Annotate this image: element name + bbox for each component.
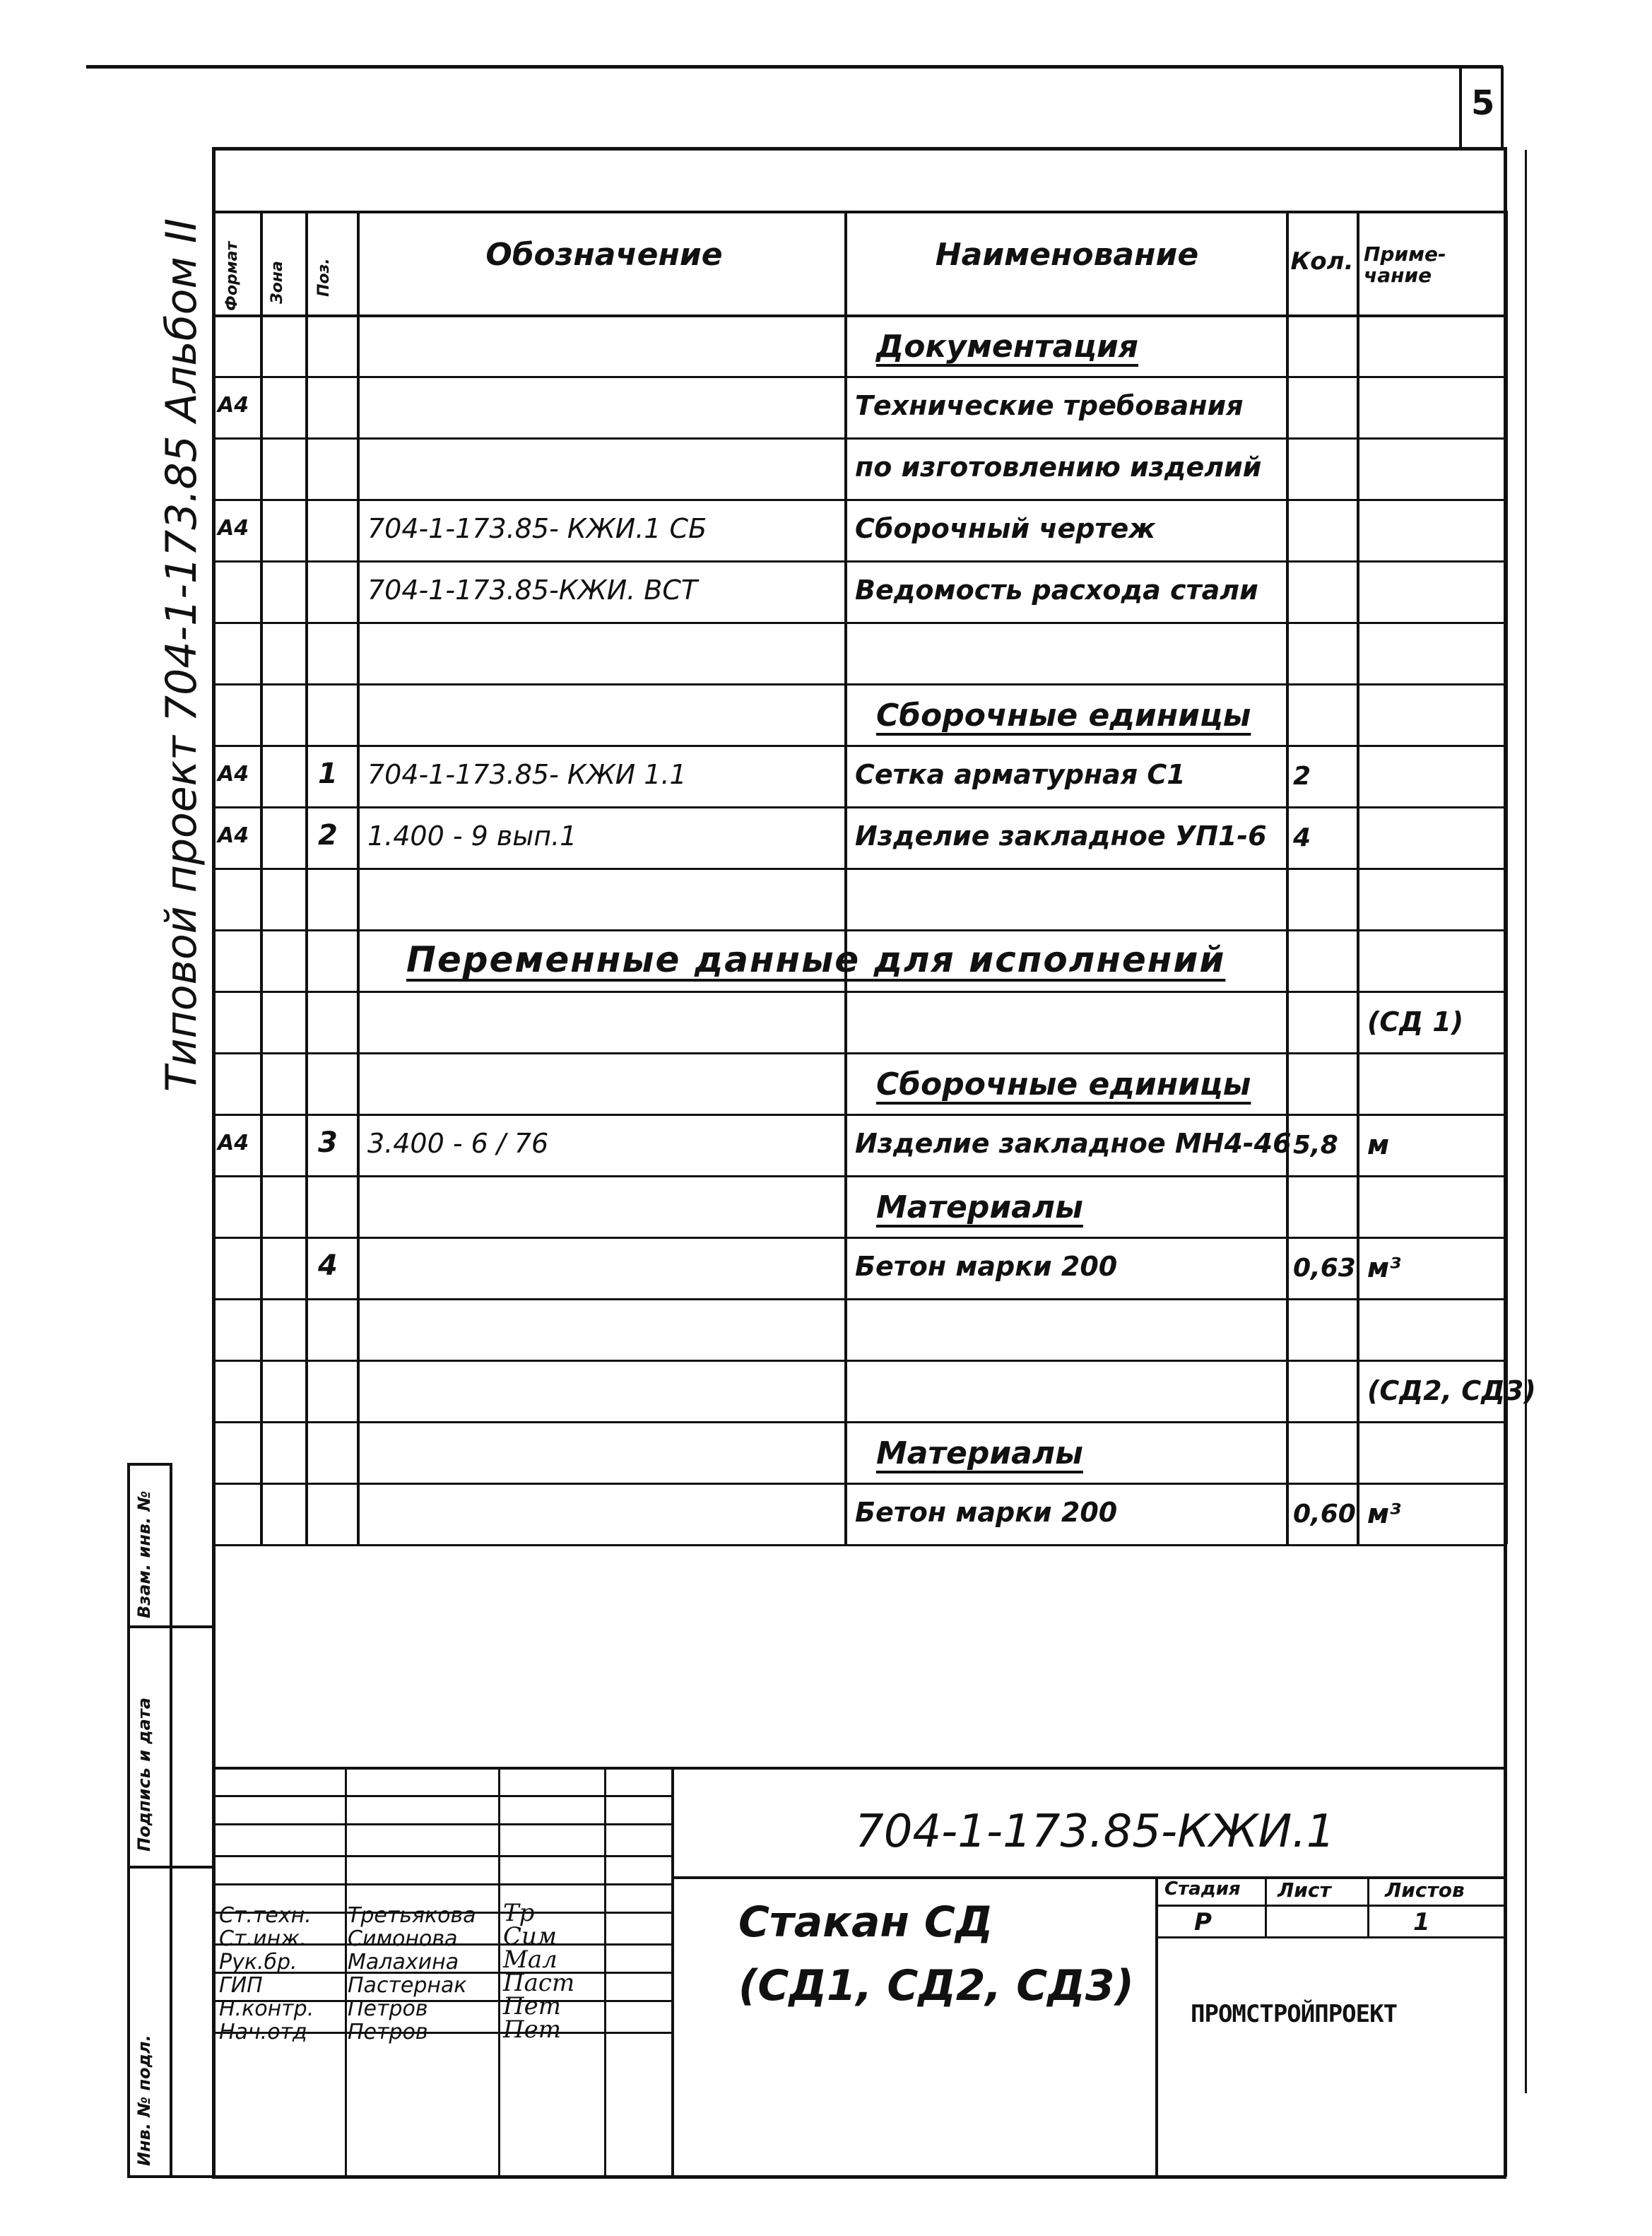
side-stamp-top [127, 1463, 172, 1466]
row-designation: 704-1-173.85- КЖИ.1 СБ [367, 513, 707, 544]
tb-row-line [212, 1883, 671, 1885]
tb-code-line [671, 1876, 1505, 1879]
row-line [212, 560, 1505, 563]
signature: Пет [503, 2016, 562, 2044]
row-name: Сетка арматурная С1 [855, 759, 1186, 790]
row-line [212, 1421, 1505, 1423]
tb-row-line [212, 1823, 671, 1825]
row-line [212, 1052, 1505, 1054]
tb-col-name [498, 1767, 500, 2177]
row-format: А4 [218, 1131, 249, 1155]
row-name: Бетон марки 200 [855, 1497, 1118, 1528]
section-heading: Сборочные единицы [876, 698, 1251, 734]
stage-value: Р [1194, 1908, 1212, 1936]
row-line [212, 622, 1505, 624]
row-pos: 4 [318, 1249, 338, 1282]
row-line [212, 1237, 1505, 1239]
section-heading: Материалы [876, 1189, 1083, 1225]
header-note: Приме-чание [1364, 242, 1446, 287]
row-line [212, 1544, 1505, 1546]
tb-person: Симонова [348, 1926, 458, 1951]
row-name: по изготовлению изделий [855, 452, 1262, 483]
column-line [1286, 211, 1289, 1544]
row-qty: 4 [1293, 823, 1311, 852]
row-note: (СД 1) [1367, 1006, 1464, 1037]
row-line [212, 683, 1505, 685]
signature: Пет [503, 1992, 562, 2020]
signature: Мал [503, 1946, 557, 1974]
tb-row-line [212, 1855, 671, 1857]
tb-top [212, 1767, 1505, 1770]
header-qty: Кол. [1290, 247, 1354, 276]
header-format: Формат [223, 241, 241, 311]
row-line [212, 1360, 1505, 1362]
tb-col-sign [604, 1767, 606, 2177]
tb-role: Ст.инж. [219, 1926, 307, 1951]
row-qty: 2 [1293, 762, 1311, 791]
header-designation: Обозначение [485, 237, 723, 273]
header-pos: Поз. [315, 258, 333, 297]
side-stamp-div1 [127, 1625, 215, 1628]
column-line [1357, 211, 1359, 1544]
row-name: Ведомость расхода стали [855, 575, 1258, 606]
header-bottom-line [212, 314, 1505, 317]
doc-code: 704-1-173.85-КЖИ.1 [855, 1806, 1335, 1858]
row-line [212, 1298, 1505, 1300]
signature: Сим [503, 1922, 557, 1950]
row-note: (СД2, СД3) [1367, 1375, 1536, 1406]
row-line [212, 868, 1505, 870]
tb-col-date [671, 1767, 674, 2177]
signature: Тр [503, 1899, 535, 1927]
row-note: м³ [1367, 1498, 1401, 1529]
side-stamp-div2 [127, 1866, 215, 1869]
sheet-label: Лист [1278, 1878, 1331, 1902]
row-name: Сборочный чертеж [855, 513, 1156, 544]
row-line [212, 929, 1505, 931]
signature: Паст [503, 1969, 575, 1997]
row-format: А4 [218, 823, 249, 848]
section-heading: Документация [876, 329, 1139, 365]
tb-stage-line1 [1155, 1905, 1505, 1907]
row-line [212, 991, 1505, 993]
page-number: 5 [1471, 83, 1495, 123]
sheets-value: 1 [1413, 1908, 1430, 1936]
title-line-2: (СД1, СД2, СД3) [738, 1961, 1134, 2011]
side-stamp-left [127, 1463, 130, 2177]
tb-title-divider [1155, 1876, 1158, 2177]
stage-label: Стадия [1164, 1878, 1241, 1900]
tb-stage-col2 [1367, 1876, 1369, 1938]
row-format: А4 [218, 762, 249, 787]
section-heading: Сборочные единицы [876, 1066, 1251, 1102]
row-qty: 0,63 [1293, 1254, 1356, 1283]
column-line [1505, 211, 1508, 1544]
row-name: Бетон марки 200 [855, 1251, 1118, 1282]
title-line-1: Стакан СД [738, 1897, 993, 1947]
row-name: Изделие закладное МН4-46 [855, 1128, 1292, 1159]
tb-person: Петров [348, 1996, 428, 2021]
side-cell-replace: Взам. инв. № [134, 1490, 154, 1618]
row-line [212, 376, 1505, 378]
row-name: Изделие закладное УП1-6 [855, 820, 1267, 852]
row-format: А4 [218, 516, 249, 541]
column-line [305, 211, 308, 1544]
tb-role: Нач.отд [219, 2020, 307, 2044]
organization: ПРОМСТРОЙПРОЕКТ [1191, 2000, 1398, 2028]
side-cell-inv: Инв. № подл. [134, 2035, 154, 2166]
row-line [212, 1175, 1505, 1177]
tb-person: Малахина [348, 1950, 459, 1975]
section-heading: Материалы [876, 1435, 1083, 1471]
row-line [212, 437, 1505, 440]
row-pos: 1 [318, 758, 338, 790]
column-line [844, 211, 847, 1544]
tb-stage-col1 [1265, 1876, 1267, 1938]
header-name: Наименование [935, 237, 1199, 273]
row-designation: 704-1-173.85-КЖИ. ВСТ [367, 575, 698, 606]
column-line [260, 211, 263, 1544]
row-designation: 1.400 - 9 вып.1 [367, 820, 577, 852]
row-line [212, 1483, 1505, 1485]
tb-role: Н.контр. [219, 1996, 314, 2021]
row-designation: 704-1-173.85- КЖИ 1.1 [367, 759, 687, 790]
row-note: м [1367, 1129, 1390, 1160]
row-line [212, 806, 1505, 808]
side-stamp-right [170, 1463, 172, 2177]
tb-role: Рук.бр. [219, 1950, 297, 1975]
row-designation: 3.400 - 6 / 76 [367, 1128, 549, 1159]
row-qty: 5,8 [1293, 1131, 1338, 1160]
column-line [357, 211, 360, 1544]
tb-person: Пастернак [348, 1973, 467, 1998]
side-cell-sign: Подпись и дата [134, 1697, 154, 1852]
tb-col-role [345, 1767, 347, 2177]
row-line [212, 499, 1505, 501]
row-name: Технические требования [855, 390, 1244, 421]
row-note: м³ [1367, 1252, 1401, 1283]
column-line [212, 211, 215, 1544]
row-pos: 3 [318, 1126, 338, 1159]
row-pos: 2 [318, 819, 338, 852]
tb-role: ГИП [219, 1973, 263, 1998]
tb-stage-line2 [1155, 1936, 1505, 1938]
side-stamp-bottom [127, 2175, 215, 2178]
sheets-label: Листов [1385, 1878, 1465, 1902]
variable-data-banner: Переменные данные для исполнений [406, 939, 1226, 980]
header-top-line [212, 211, 1505, 213]
album-stamp: Типовой проект 704-1-173.85 Альбом II [157, 218, 206, 1092]
tb-person: Третьякова [348, 1903, 476, 1928]
tb-role: Ст.техн. [219, 1903, 312, 1928]
tb-row-line [212, 1795, 671, 1797]
row-line [212, 745, 1505, 747]
header-zone: Зона [269, 261, 286, 304]
tb-person: Петров [348, 2020, 428, 2044]
row-qty: 0,60 [1293, 1500, 1356, 1529]
row-format: А4 [218, 393, 249, 418]
row-line [212, 1114, 1505, 1116]
